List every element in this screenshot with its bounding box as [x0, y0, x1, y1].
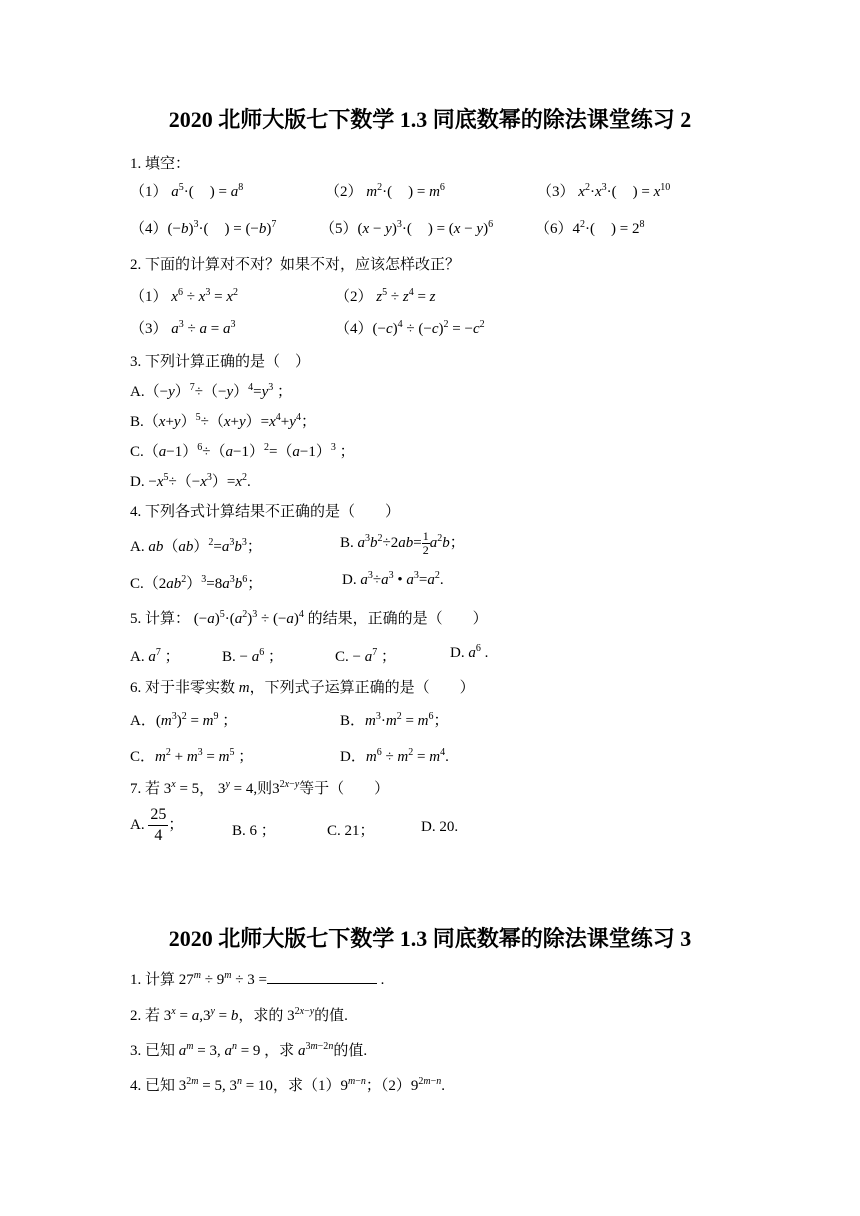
section2-title: 2020 北师大版七下数学 1.3 同底数幂的除法课堂练习 2	[168, 107, 692, 132]
q4-prefix: 4. 已知	[130, 1078, 176, 1094]
item-label: （3）	[537, 184, 575, 200]
q4-mid2: ；（2）	[365, 1078, 411, 1094]
q2-suffix: 的值.	[314, 1008, 348, 1024]
item-label: （2）	[335, 289, 373, 305]
q2-item-4: $(4)(-c)^4 \div (-c)^2 = -c^2$	[335, 319, 485, 337]
option-label: A.	[130, 539, 145, 555]
s3-q2: 2. 若 $3^x = a,3^y = b$，求的 $3^{2x-y}$的值.	[130, 1006, 348, 1024]
stem-suffix: ，下列式子运算正确的是（ ）	[249, 680, 475, 696]
q3-option-c: $C.(a-1)^6\div(a-1)^2=(a-1)^3$ ；	[130, 442, 355, 460]
item-label: （3）	[130, 321, 168, 337]
option-label: C.	[130, 444, 144, 460]
q2-prefix: 2. 若	[130, 1008, 161, 1024]
q5-option-c: C. − $a^7$ ；	[335, 647, 396, 665]
s3-q3: 3. 已知 $a^m = 3$, $a^n = 9$ ，求 $a^{3m-2n}$的值.	[130, 1041, 368, 1059]
q1-item-2: （2） $m^2\cdot$( ) = $m^6$	[325, 182, 445, 200]
q7-option-c: C. 21；	[327, 823, 375, 839]
item-label: （5）	[320, 221, 358, 237]
q1-item-4: $(4)(-b)^3\cdot$( ) = $(-b)^7$	[130, 219, 277, 237]
q1-item-3: （3） $x^2\cdot x^3\cdot$( ) = $x^{10}$	[537, 182, 671, 200]
option-label: A.	[130, 649, 145, 665]
option-label: D.	[450, 645, 465, 661]
q3-option-b: $B.(x+y)^5\div(x+y)=x^4+y^4$；	[130, 412, 316, 430]
q4-option-d: D. $a^3\div a^3$ • $a^3=a^2$.	[342, 570, 444, 588]
q7-option-a: A. $\frac{25}{4}$；	[130, 806, 184, 844]
option-label: A.	[130, 384, 145, 400]
q6-option-d: D．$m^6 \div m^2 = m^4$.	[340, 747, 449, 765]
option-label: B.	[222, 649, 236, 665]
q4-option-c: $C.(2ab^2)^3=8a^3b^6$；	[130, 574, 263, 592]
q6-option-a: A．$(m^3)^2 = m^9$ ；	[130, 711, 238, 729]
q3-option-a: $A.(-y)^7\div(-y)^4=y^3$ ；	[130, 382, 293, 400]
item-label: （6）	[535, 221, 573, 237]
option-label: D．	[340, 749, 366, 765]
q2-item-2: （2） $z^5 \div z^4 = z$	[335, 287, 436, 305]
q7-stem: 7. 若 $3^x = 5$， $3^y = 4$,则$3^{2x-y}$等于（ ）	[130, 779, 390, 797]
item-label: （4）	[130, 221, 168, 237]
section3-title: 2020 北师大版七下数学 1.3 同底数幂的除法课堂练习 3	[168, 926, 692, 951]
option-label: C.	[335, 649, 349, 665]
option-label: B．	[340, 713, 366, 729]
option-label: A．	[130, 713, 156, 729]
q1-item-6: $(6)4^2\cdot$( ) = $2^8$	[535, 219, 645, 237]
option-label: B.	[130, 414, 144, 430]
q2-item-3: （3） $a^3 \div a = a^3$	[130, 319, 236, 337]
q1-item-1: （1） $a^5\cdot$( ) = $a^8$	[130, 182, 244, 200]
stem-suffix: 等于（ ）	[299, 781, 390, 797]
q5-option-a: A. $a^7$ ；	[130, 647, 180, 665]
q5-option-d: D. $a^6$ .	[450, 643, 489, 661]
q3-stem: 3. 下列计算正确的是（ ）	[130, 354, 311, 370]
q4-stem: 4. 下列各式计算结果不正确的是（ ）	[130, 504, 401, 520]
q4-mid: ，求（1）	[272, 1078, 341, 1094]
q5-option-b: B. − $a^6$ ；	[222, 647, 283, 665]
stem-prefix: 6. 对于非零实数	[130, 680, 236, 696]
q1-item-5: $(5)(x - y)^3\cdot$( ) = $(x - y)^6$	[320, 219, 494, 237]
q1-stem: 1. 填空：	[130, 156, 191, 172]
option-label: B.	[340, 534, 354, 551]
q5-stem: 5. 计算： $(-a)^5\cdot(a^2)^3 \div (-a)^4$ 的结果，正确的是（ ）	[130, 609, 488, 627]
s3-q1: 1. 计算 $27^m \div 9^m \div 3$ = .	[130, 970, 385, 988]
item-label: （4）	[335, 321, 373, 337]
q7-option-b: B. 6 ；	[232, 823, 276, 839]
option-label: D.	[130, 474, 145, 490]
stem-prefix: 7. 若	[130, 781, 161, 797]
s3-q4: 4. 已知 $3^{2m} = 5$, $3^n = 10$，求$(1)9^{m-n}$；$(2)9^{2m-n}$.	[130, 1076, 445, 1094]
q4-option-a: A. $ab(ab)^2=a^3b^3$；	[130, 537, 262, 555]
q7-option-d: D. 20.	[421, 819, 459, 835]
stem-suffix: 的结果，正确的是（ ）	[307, 611, 488, 627]
q3-prefix: 3. 已知	[130, 1043, 176, 1059]
q1-text: 1. 计算	[130, 972, 176, 988]
option-label: C.	[130, 576, 144, 592]
q6-stem: 6. 对于非零实数 m，下列式子运算正确的是（ ）	[130, 680, 475, 696]
option-label: C．	[130, 749, 156, 765]
q3-option-d: D. $-x^5\div(-x^3)=x^2$.	[130, 472, 251, 490]
item-label: （2）	[325, 184, 363, 200]
item-label: （1）	[130, 289, 168, 305]
q4-option-b: B. $a^3b^2\div 2ab=$ $\frac{1}{2}$ $a^2b$；	[340, 529, 465, 557]
stem-prefix: 5. 计算：	[130, 611, 191, 627]
q2-item-1: （1） $x^6 \div x^3 = x^2$	[130, 287, 238, 305]
option-label: D.	[342, 572, 357, 588]
q2-stem: 2. 下面的计算对不对？如果不对，应该怎样改正？	[130, 257, 461, 273]
q3-suffix: 的值.	[333, 1043, 368, 1059]
option-label: A.	[130, 816, 145, 833]
q6-option-b: B．$m^3\cdot m^2 = m^6$；	[340, 711, 449, 729]
q6-option-c: C．$m^2 + m^3 = m^5$ ；	[130, 747, 254, 765]
item-label: （1）	[130, 184, 168, 200]
